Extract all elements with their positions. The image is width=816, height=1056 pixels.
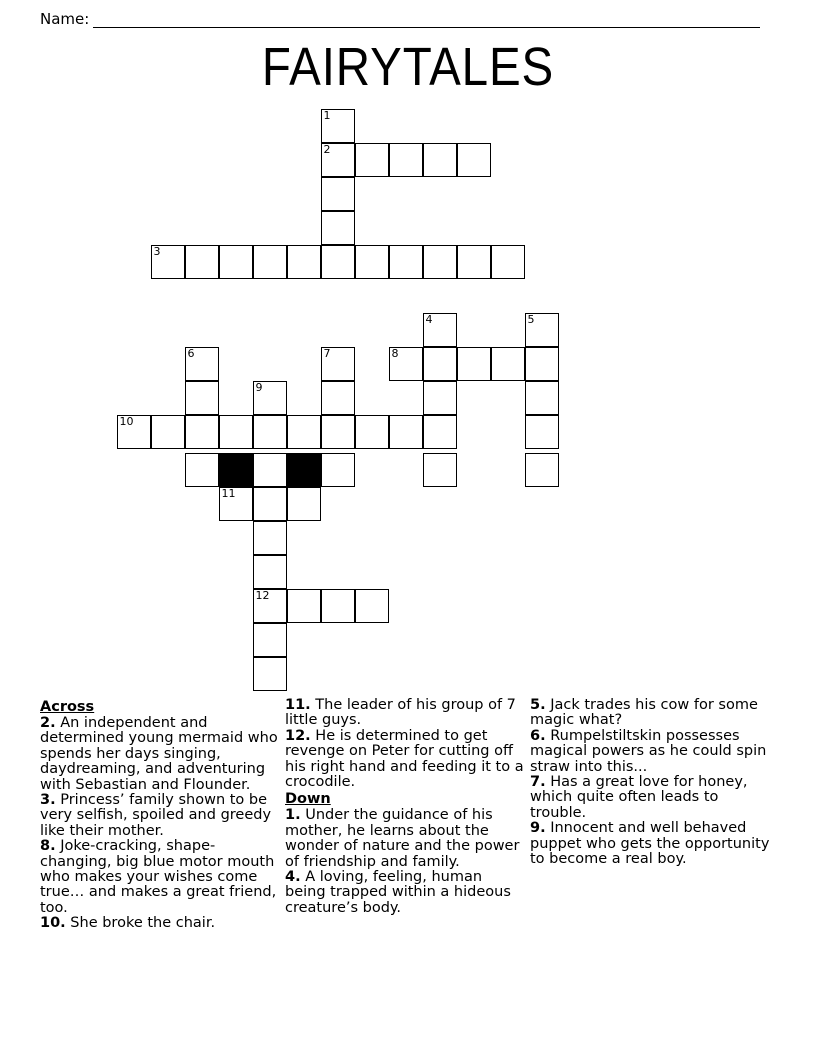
clue-text: A loving, feeling, human being trapped within a hideous creature’s body. (285, 869, 511, 916)
clue-number: 6. (530, 727, 546, 744)
grid-cell[interactable] (423, 453, 457, 487)
grid-cell[interactable] (457, 245, 491, 279)
grid-cell[interactable] (287, 245, 321, 279)
clues-column-1 (40, 698, 280, 932)
grid-cell[interactable] (321, 245, 355, 279)
grid-cell[interactable] (321, 453, 355, 487)
clue-text: Innocent and well behaved puppet who gets the opportunity to become a real boy. (530, 820, 770, 868)
grid-cell[interactable] (321, 381, 355, 415)
grid-cell[interactable] (219, 487, 253, 521)
grid-cell[interactable] (253, 589, 287, 623)
grid-cell[interactable] (253, 453, 287, 487)
grid-cell[interactable] (253, 381, 287, 415)
grid-cell[interactable] (423, 143, 457, 177)
clue-number: 12. (285, 727, 311, 744)
grid-cell[interactable] (253, 623, 287, 657)
grid-cell[interactable] (423, 415, 457, 449)
grid-cell[interactable] (253, 521, 287, 555)
clue-number: 4. (285, 869, 301, 886)
clue-text: Jack trades his cow for some magic what? (530, 697, 758, 729)
grid-cell[interactable] (253, 415, 287, 449)
grid-cell[interactable] (355, 589, 389, 623)
grid-cell[interactable] (287, 589, 321, 623)
grid-cell[interactable] (491, 245, 525, 279)
clues-section (40, 698, 780, 932)
cell-number: 8 (391, 347, 399, 360)
clue-item (530, 821, 770, 867)
grid-cell[interactable] (355, 143, 389, 177)
grid-cell-blocked (287, 453, 321, 487)
grid-cell[interactable] (321, 109, 355, 143)
grid-cell[interactable] (389, 143, 423, 177)
clue-number: 5. (530, 697, 546, 713)
clue-text: He is determined to get revenge on Peter for cutting off his right hand and feeding it to a crocodile. (285, 727, 524, 791)
grid-cell[interactable] (253, 555, 287, 589)
clues-column-2 (285, 698, 525, 932)
grid-cell[interactable] (321, 347, 355, 381)
clue-item (40, 916, 280, 931)
clue-item (285, 698, 525, 729)
grid-cell[interactable] (151, 245, 185, 279)
clue-text: Under the guidance of his mother, he learns about the wonder of nature and the power of friendship and family. (285, 807, 520, 870)
cell-number: 4 (425, 313, 433, 326)
grid-cell[interactable] (219, 245, 253, 279)
grid-cell[interactable] (423, 347, 457, 381)
grid-cell[interactable] (525, 313, 559, 347)
grid-cell[interactable] (525, 381, 559, 415)
clue-text: An independent and determined young mermaid who spends her days singing, daydreaming, and adventuring with Sebastian and Flounder. (40, 715, 278, 793)
cell-number: 6 (187, 347, 195, 360)
grid-cell[interactable] (287, 415, 321, 449)
clue-number: 8. (40, 838, 56, 855)
clue-item (530, 775, 770, 821)
clue-section-heading: Across (40, 699, 95, 715)
clue-number: 2. (40, 715, 56, 731)
grid-cell[interactable] (151, 415, 185, 449)
clue-item (285, 808, 525, 870)
clue-number: 7. (530, 774, 546, 791)
grid-cell[interactable] (525, 453, 559, 487)
grid-cell[interactable] (287, 487, 321, 521)
grid-cell[interactable] (525, 415, 559, 449)
clue-number: 11. (285, 697, 311, 713)
clues-column-3 (530, 698, 770, 932)
cell-number: 7 (323, 347, 331, 360)
grid-cell[interactable] (389, 415, 423, 449)
grid-cell[interactable] (185, 245, 219, 279)
grid-cell[interactable] (525, 347, 559, 381)
clue-section-heading: Down (285, 791, 331, 808)
grid-cell[interactable] (423, 313, 457, 347)
grid-cell[interactable] (321, 177, 355, 211)
grid-cell[interactable] (253, 657, 287, 691)
clue-item (40, 716, 280, 793)
cell-number: 11 (221, 487, 236, 500)
clue-text: Has a great love for honey, which quite often leads to trouble. (530, 774, 748, 821)
clue-item (530, 729, 770, 775)
grid-cell[interactable] (491, 347, 525, 381)
grid-cell[interactable] (423, 381, 457, 415)
grid-cell[interactable] (423, 245, 457, 279)
clue-number: 9. (530, 820, 546, 837)
cell-number: 2 (323, 143, 331, 156)
clue-text: Rumpelstiltskin possesses magical powers as he could spin straw into this... (530, 727, 767, 775)
clue-item (40, 793, 280, 839)
grid-cell[interactable] (389, 347, 423, 381)
cell-number: 12 (255, 589, 270, 602)
name-label: Name: (40, 10, 90, 28)
cell-number: 9 (255, 381, 263, 394)
clue-text: Princess’ family shown to be very selfish, spoiled and greedy like their mother. (40, 792, 272, 839)
grid-cell[interactable] (355, 415, 389, 449)
grid-cell[interactable] (355, 245, 389, 279)
grid-cell[interactable] (389, 245, 423, 279)
grid-cell[interactable] (117, 415, 151, 449)
grid-cell-blocked (219, 453, 253, 487)
grid-cell[interactable] (321, 143, 355, 177)
clue-number: 3. (40, 792, 56, 809)
grid-cell[interactable] (457, 347, 491, 381)
grid-cell[interactable] (321, 211, 355, 245)
clue-text: She broke the chair. (65, 915, 216, 932)
clue-text: Joke-cracking, shape-changing, big blue motor mouth who makes your wishes come true… and makes a great friend, too. (40, 838, 277, 916)
grid-cell[interactable] (185, 347, 219, 381)
grid-cell[interactable] (321, 589, 355, 623)
grid-cell[interactable] (321, 415, 355, 449)
clue-text: The leader of his group of 7 little guys. (285, 697, 516, 729)
grid-cell[interactable] (253, 487, 287, 521)
cell-number: 5 (527, 313, 535, 326)
cell-number: 10 (119, 415, 134, 428)
grid-cell[interactable] (185, 415, 219, 449)
clue-item (530, 698, 770, 729)
grid-cell[interactable] (219, 415, 253, 449)
cell-number: 3 (153, 245, 161, 258)
grid-cell[interactable] (253, 245, 287, 279)
grid-cell[interactable] (185, 453, 219, 487)
grid-cell[interactable] (185, 381, 219, 415)
page-title: FAIRYTALES (261, 37, 555, 97)
clue-item (285, 870, 525, 916)
clue-item (40, 839, 280, 916)
clue-number: 10. (40, 915, 66, 932)
clue-item (285, 729, 525, 791)
cell-number: 1 (323, 109, 331, 122)
clue-number: 1. (285, 807, 301, 824)
grid-cell[interactable] (457, 143, 491, 177)
